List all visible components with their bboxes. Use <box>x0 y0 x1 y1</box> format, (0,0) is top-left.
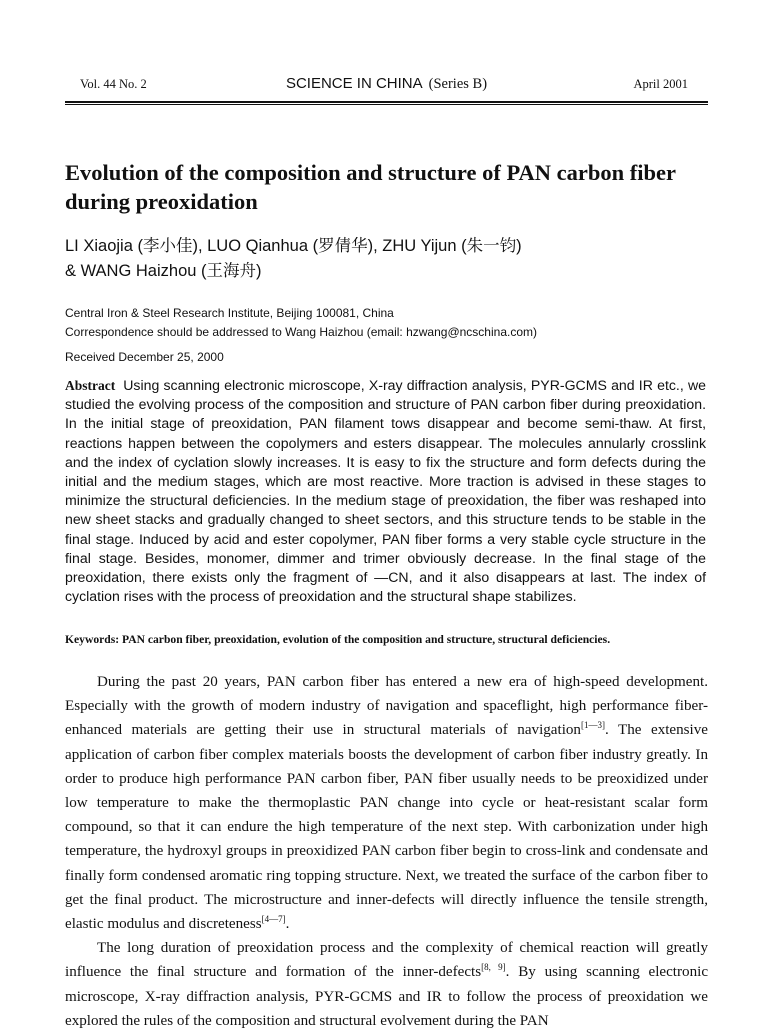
correspondence: Correspondence should be addressed to Wang Haizhou (email: hzwang@ncschina.com) <box>65 325 537 339</box>
paragraph-text: . By using scanning electronic microscope, X-ray diffraction analysis, PYR-GCMS and IR to follow the process of preoxidation we explored the rules of the composition and structural evolvement during the PAN <box>65 964 709 1029</box>
author-line-1: LI Xiaojia (李小佳), LUO Qianhua (罗倩华), ZHU Yijun (朱一钧) <box>65 237 522 255</box>
issue-date: April 2001 <box>633 77 688 91</box>
header-rule-bottom <box>65 104 708 105</box>
author-line-2: & WANG Haizhou (王海舟) <box>65 262 262 280</box>
header-rule-top <box>65 101 708 103</box>
citation-ref[interactable]: [1—3] <box>580 720 605 731</box>
journal-name <box>65 75 708 93</box>
citation-ref[interactable]: [8, 9] <box>481 962 506 973</box>
volume-info: Vol. 44 No. 2 <box>80 77 147 91</box>
journal-series: (Series B) <box>428 76 488 92</box>
paragraph-text: During the past 20 years, PAN carbon fiber has entered a new era of high-speed development. Especially with the growth of modern industry of navigation and spaceflight, high performance fiber-enhanced materials are getting their use in structural materials of navigation <box>65 674 708 739</box>
paper-title: Evolution of the composition and structure of PAN carbon fiber during preoxidation <box>65 160 676 214</box>
affiliation: Central Iron & Steel Research Institute, Beijing 100081, China <box>65 306 394 320</box>
body-paragraph-1 <box>65 670 708 936</box>
body-text <box>65 670 708 1033</box>
paragraph-text: The long duration of preoxidation process and the complexity of chemical reaction will greatly influence the final structure and formation of the inner-defects <box>65 940 708 981</box>
received-date: Received December 25, 2000 <box>65 350 224 364</box>
abstract <box>65 376 706 606</box>
journal-title: SCIENCE IN CHINA <box>285 75 423 92</box>
abstract-label: Abstract <box>65 378 116 393</box>
author-list <box>65 234 705 284</box>
affiliation-block <box>65 304 705 342</box>
citation-ref[interactable]: [4—7] <box>261 914 286 924</box>
paragraph-text: . The extensive application of carbon fiber complex materials boosts the development of carbon fiber industry greatly. In order to produce high performance PAN carbon fiber, PAN fiber usually needs to be preoxidized under low temperature to make the thermoplastic PAN change into cycle or heat-resistant scalar form compound, so that it can endure the high temperature of the next step. With carbonization under high temperature, the hydroxyl groups in preoxidized PAN carbon fiber begin to cross-link and condensate and finally form condensed aromatic ring topping structure. Next, we treated the surface of the carbon fiber to get the final product. The microstructure and inner-defects will directly influence the tensile strength, elastic modulus and discreteness <box>65 722 708 933</box>
body-paragraph-2 <box>65 936 708 1033</box>
keywords: Keywords: PAN carbon fiber, preoxidation, evolution of the composition and structure, structural deficiencies. <box>65 633 611 646</box>
abstract-text: Using scanning electronic microscope, X-ray diffraction analysis, PYR-GCMS and IR etc., we studied the evolving process of the composition and structure of PAN carbon fiber during preoxidation. In the initial stage of preoxidation, PAN filament tows disappear and become semi-thaw. At first, reactions happen between the copolymers and esters disappear. The molecules annularly crosslink and the index of cyclation slowly increases. It is easy to fix the structure and form defects during the initial and the medium stages, which are most reactive. More traction is advised in these stages to minimize the structural deficiencies. In the medium stage of preoxidation, the fiber was reshaped into new sheet stacks and gradually changed to sheet sectors, and this structure tends to be stable in the final stage. Induced by acid and ester copolymer, PAN fiber forms a very stable cycle structure in the final stage. Besides, monomer, dimmer and trimer obviously decrease. In the final stage of the preoxidation, there exists only the fragment of —CN, and it also disappears at last. The index of cyclation rises with the process of preoxidation and the structural shape stabilizes. <box>65 377 706 605</box>
running-header <box>65 72 708 96</box>
paragraph-text: . <box>285 916 290 933</box>
